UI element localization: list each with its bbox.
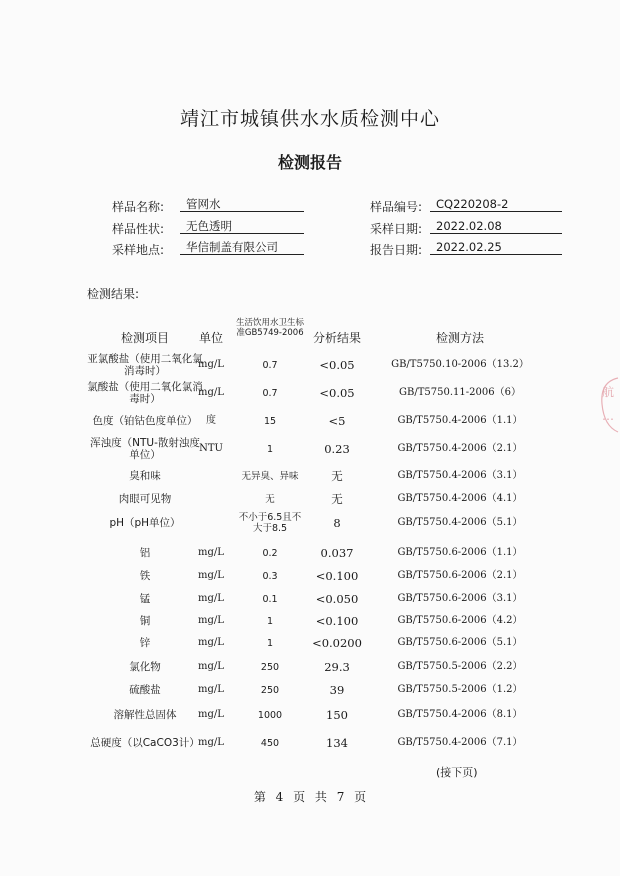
row-unit: mg/L [198, 661, 224, 672]
row-result: 134 [326, 736, 348, 750]
row-result: <0.05 [319, 386, 355, 400]
report-date-value: 2022.02.25 [430, 240, 562, 255]
row-item: 铝 [139, 547, 151, 559]
row-result: 29.3 [324, 660, 350, 674]
row-unit: mg/L [198, 593, 224, 604]
row-method: GB/T5750.6-2006（2.1） [397, 570, 523, 581]
row-item: 氯酸盐（使用二氧化氯消毒时） [87, 381, 203, 405]
report-date-label: 报告日期: [370, 243, 423, 257]
row-unit: mg/L [198, 387, 224, 398]
col-header-standard: 生活饮用水卫生标准GB5749-2006 [236, 318, 305, 338]
row-standard: 250 [260, 684, 280, 696]
row-item: 浑浊度（NTU-散射浊度单位） [90, 437, 200, 461]
col-header-item: 检测项目 [120, 331, 169, 345]
report-org-title: 靖江市城镇供水水质检测中心 [179, 108, 440, 130]
sample-number-label: 样品编号: [370, 200, 423, 214]
row-item: 铁 [139, 570, 151, 582]
sample-property-label: 样品性状: [112, 222, 165, 236]
col-header-unit: 单位 [198, 331, 223, 345]
sample-date-value: 2022.02.08 [430, 219, 562, 234]
row-unit: mg/L [198, 637, 224, 648]
row-method: GB/T5750.6-2006（3.1） [397, 593, 523, 604]
row-method: GB/T5750.6-2006（1.1） [397, 547, 523, 558]
row-result: <0.05 [319, 358, 355, 372]
sample-date-label: 采样日期: [370, 222, 423, 236]
row-result: <5 [328, 414, 346, 428]
row-unit: mg/L [198, 737, 224, 748]
svg-text:…: … [602, 409, 614, 423]
row-standard: 0.7 [262, 359, 278, 371]
row-item: 色度（铂钴色度单位） [92, 415, 198, 427]
row-item: pH（pH单位） [109, 517, 181, 529]
row-method: GB/T5750.6-2006（5.1） [397, 637, 523, 648]
row-method: GB/T5750.11-2006（6） [399, 387, 521, 398]
svg-text:航: 航 [602, 385, 615, 399]
row-standard: 450 [260, 737, 280, 749]
row-item: 锰 [139, 593, 151, 605]
stamp-mark-icon [596, 374, 620, 454]
row-item: 氯化物 [129, 661, 161, 673]
row-item: 铜 [139, 615, 151, 627]
row-method: GB/T5750.4-2006（3.1） [397, 470, 523, 481]
row-standard: 无异臭、异味 [241, 470, 299, 482]
row-method: GB/T5750.4-2006（4.1） [397, 493, 523, 504]
row-standard: 1 [266, 615, 274, 627]
row-standard: 250 [260, 661, 280, 673]
row-item: 硫酸盐 [129, 684, 161, 696]
col-header-result: 分析结果 [312, 331, 361, 345]
row-result: 39 [329, 683, 345, 697]
row-method: GB/T5750.4-2006（1.1） [397, 415, 523, 426]
row-result: 0.23 [324, 442, 350, 456]
sample-site-label: 采样地点: [112, 243, 165, 257]
row-standard: 无 [265, 493, 275, 505]
row-method: GB/T5750.4-2006（5.1） [397, 517, 523, 528]
row-standard: 15 [263, 415, 277, 427]
row-method: GB/T5750.5-2006（1.2） [397, 684, 523, 695]
row-method: GB/T5750.4-2006（2.1） [397, 443, 523, 454]
row-standard: 0.7 [262, 387, 278, 399]
row-unit: mg/L [198, 359, 224, 370]
row-result: 150 [326, 708, 348, 722]
page-number: 第 4 页 共 7 页 [253, 790, 367, 804]
row-unit: mg/L [198, 615, 224, 626]
row-method: GB/T5750.4-2006（8.1） [397, 709, 523, 720]
row-item: 锌 [139, 637, 151, 649]
sample-name-label: 样品名称: [112, 200, 165, 214]
row-result: 8 [333, 516, 341, 530]
row-item: 肉眼可见物 [118, 493, 172, 505]
sample-site-value: 华信制盖有限公司 [180, 240, 304, 255]
row-standard: 不小于6.5且不大于8.5 [238, 512, 302, 534]
continued-note: (接下页) [436, 766, 478, 779]
row-unit: mg/L [198, 684, 224, 695]
row-standard: 1 [266, 443, 274, 455]
sample-number-value: CQ220208-2 [430, 197, 562, 212]
row-item: 溶解性总固体 [113, 709, 177, 721]
row-result: <0.050 [315, 592, 359, 606]
row-standard: 1000 [257, 709, 283, 721]
row-unit: mg/L [198, 709, 224, 720]
sample-name-value: 管网水 [180, 197, 304, 212]
row-item: 亚氯酸盐（使用二氧化氯消毒时） [87, 353, 203, 377]
row-method: GB/T5750.10-2006（13.2） [391, 359, 529, 370]
row-method: GB/T5750.5-2006（2.2） [397, 661, 523, 672]
row-standard: 0.3 [262, 570, 278, 582]
row-unit [192, 490, 230, 508]
row-result: <0.100 [315, 614, 359, 628]
results-label: 检测结果: [87, 287, 140, 301]
row-standard: 0.1 [262, 593, 278, 605]
row-unit: NTU [199, 443, 223, 454]
report-title: 检测报告 [277, 153, 342, 172]
row-result: 0.037 [320, 546, 354, 560]
row-unit [192, 511, 230, 535]
row-method: GB/T5750.6-2006（4.2） [397, 615, 523, 626]
row-unit: 度 [206, 415, 216, 426]
row-method: GB/T5750.4-2006（7.1） [397, 737, 523, 748]
row-unit: mg/L [198, 570, 224, 581]
row-result: <0.0200 [312, 636, 362, 650]
row-unit [192, 467, 230, 485]
partial-stamp [596, 374, 620, 454]
row-standard: 0.2 [262, 547, 278, 559]
sample-property-value: 无色透明 [180, 219, 304, 234]
row-standard: 1 [266, 637, 274, 649]
row-result: <0.100 [315, 569, 359, 583]
row-unit: mg/L [198, 547, 224, 558]
col-header-method: 检测方法 [435, 331, 484, 345]
row-result: 无 [331, 492, 343, 506]
row-item: 总硬度（以CaCO3计） [90, 737, 200, 749]
row-item: 臭和味 [129, 470, 161, 482]
row-result: 无 [331, 469, 343, 483]
